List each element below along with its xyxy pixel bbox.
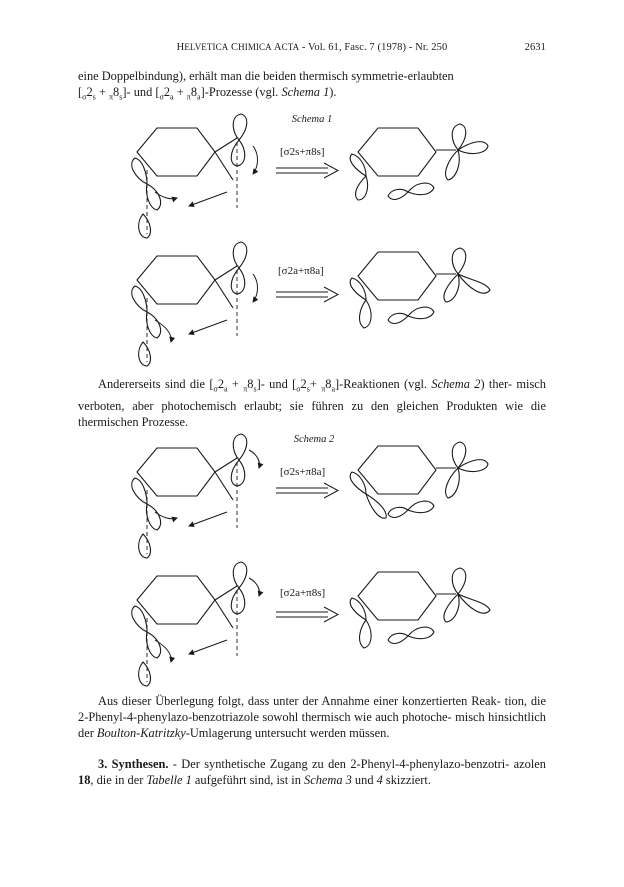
table-reference: Tabelle 1 [146,773,192,788]
schema-2-label: Schema 2 [293,434,335,445]
reaction-arrow [276,163,338,178]
paragraph-syntheses: 3. Synthesen. - Der synthetische Zugang zu den 2-Phenyl-4-phenylazo-benzotri- azolen 18, die in der Tabelle 1 aufgeführt sind, ist in Schema 3 und 4 skizziert. [78,757,546,788]
reaction-label: [σ2s+π8a] [280,466,326,478]
author-names: Boulton-Katritzky [96,726,186,741]
text-line: $[_\sigma 2_s + _\pi 8_s]-$ und [$_\sigma 2_a$ + $_\pi 8_a$]-Prozesse (vgl. Schema 1). [78,85,337,102]
compound-number: 18 [78,773,91,788]
reaction-arrow [276,607,338,622]
schema-reference: 4 [376,773,383,788]
scheme-row-2 [132,242,490,366]
page-number: 2631 [524,42,546,53]
schema-reference: Schema 3 [304,773,352,788]
schema-1-label: Schema 1 [291,114,333,125]
schema-reference: Schema 1 [281,85,330,100]
paragraph-conclusion: Aus dieser Überlegung folgt, dass unter der Annahme einer konzertierten Reak- tion, die 2-Phenyl-4-phenylazo-benzotriazole sowohl thermisch wie auch photoche- misch hinsichtlich der Boulton-Katritzky-Umlagerung untersucht werden müssen. [78,694,546,741]
benzene-ring [137,128,215,176]
reaction-label: [σ2s+π8s] [280,146,325,158]
scheme-row-3 [132,434,488,558]
reaction-label: [σ2a+π8a] [278,265,324,277]
paragraph-photochemical: Andererseits sind die $[_\sigma 2_a + _\pi 8_s]-$ und [$_\sigma 2_s+$ $_\pi 8_a$]-Reaktionen (vgl. Schema 2) ther- misch verboten, aber photochemisch erlaubt; sie führen zu den gleichen Produkten wie die thermischen Prozesse. [78,377,546,429]
scheme-row-4 [132,562,490,686]
journal-citation: HELVETICA CHIMICA ACTA - Vol. 61, Fasc. 7 (1978) - Nr. 250 [176,42,448,53]
reaction-label: [σ2a+π8s] [280,587,326,599]
scheme-row-1 [132,114,488,238]
text-line: eine Doppelbindung), erhält man die beiden thermisch symmetrie-erlaubten [78,69,454,83]
reaction-arrow [276,483,338,498]
section-heading: 3. Synthesen. [98,757,169,771]
schema-reference: Schema 2 [431,377,481,391]
reaction-arrow [276,287,338,302]
